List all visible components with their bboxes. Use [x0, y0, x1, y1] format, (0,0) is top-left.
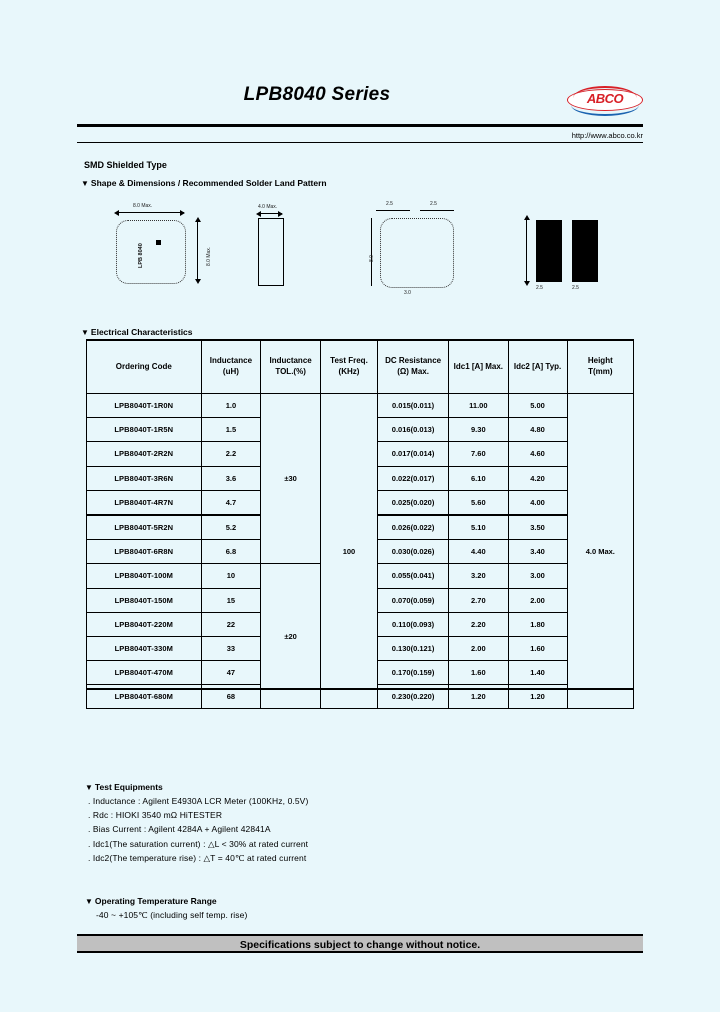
col-header-inductance-tol	[261, 341, 321, 394]
col-header-text: Idc1 [A] Max.	[453, 361, 503, 371]
table-body	[87, 394, 634, 709]
triangle-bullet-icon: ▼	[81, 179, 89, 188]
solder-pad-left	[536, 220, 562, 282]
arrow-up-icon	[195, 217, 201, 222]
cell-tolerance-group-2: ±20	[261, 564, 321, 709]
cell-idc1: 4.40	[449, 540, 508, 564]
table-bottom-border	[86, 688, 634, 690]
arrow-right-icon	[180, 210, 185, 216]
col-header-ordering-code	[87, 341, 202, 394]
section-electrical-text: Electrical Characteristics	[90, 327, 193, 337]
cell-idc2: 4.80	[508, 418, 567, 442]
smd-type-label: SMD Shielded Type	[84, 160, 167, 170]
cell-dc-resistance: 0.015(0.011)	[378, 394, 449, 418]
section-shape-text: Shape & Dimensions / Recommended Solder Land Pattern	[90, 178, 327, 188]
cell-idc2: 1.60	[508, 636, 567, 660]
arrow-up-icon	[524, 215, 530, 220]
drawing-side-view	[252, 196, 322, 308]
col-header-text: Idc2 [A] Typ.	[513, 361, 562, 371]
table-row	[87, 394, 634, 418]
cell-idc1: 9.30	[449, 418, 508, 442]
side-view-body-outline	[258, 218, 284, 286]
part-marking-label: LPB 8040	[138, 243, 144, 268]
top-view-width-label: 8.0 Max.	[133, 203, 153, 209]
cell-inductance: 33	[201, 636, 261, 660]
test-equipment-item: . Rdc : HIOKI 3540 mΩ HiTESTER	[88, 810, 223, 821]
cell-ordering-code: LPB8040T-4R7N	[87, 490, 202, 515]
cell-idc2: 3.40	[508, 540, 567, 564]
arrow-down-icon	[195, 279, 201, 284]
bottom-pad-dimline-1	[376, 210, 410, 211]
col-header-inductance	[201, 341, 261, 394]
cell-ordering-code: LPB8040T-680M	[87, 685, 202, 709]
cell-dc-resistance: 0.230(0.220)	[378, 685, 449, 709]
component-outline	[116, 220, 186, 284]
col-header-subtext: (KHz)	[338, 367, 360, 376]
cell-idc1: 5.10	[449, 515, 508, 540]
test-equipment-item: . Bias Current : Agilent 4284A + Agilent 42841A	[88, 824, 271, 835]
cell-idc1: 11.00	[449, 394, 508, 418]
test-equipments-list	[88, 794, 308, 865]
bottom-pitch-label: 3.0	[404, 290, 411, 296]
top-view-height-label: 8.0 Max.	[206, 246, 212, 266]
col-header-test-freq	[320, 341, 377, 394]
cell-dc-resistance: 0.130(0.121)	[378, 636, 449, 660]
col-header-dc-resistance	[378, 341, 449, 394]
cell-inductance: 3.6	[201, 466, 261, 490]
footer-notice: Specifications subject to change without notice.	[239, 939, 481, 951]
cell-idc1: 1.60	[449, 661, 508, 685]
cell-inductance: 6.8	[201, 540, 261, 564]
cell-idc1: 2.70	[449, 588, 508, 612]
cell-dc-resistance: 0.026(0.022)	[378, 515, 449, 540]
col-header-subtext: (Ω) Max.	[397, 367, 429, 376]
triangle-bullet-icon: ▼	[81, 328, 89, 337]
bottom-height-label: 8.0	[369, 255, 375, 262]
cell-idc1: 6.10	[449, 466, 508, 490]
footer-bar	[77, 934, 643, 953]
cell-inductance: 2.2	[201, 442, 261, 466]
side-view-thickness-label: 4.0 Max.	[258, 204, 278, 210]
cell-ordering-code: LPB8040T-5R2N	[87, 515, 202, 540]
col-header-idc2	[508, 341, 567, 394]
test-equipment-item: . Idc2(The temperature rise) : △T = 40℃ at rated current	[88, 852, 307, 863]
land-pad-gap-label: 2.5	[572, 285, 579, 291]
cell-idc2: 3.50	[508, 515, 567, 540]
cell-ordering-code: LPB8040T-1R0N	[87, 394, 202, 418]
page-title: LPB8040 Series	[243, 84, 391, 105]
cell-inductance: 15	[201, 588, 261, 612]
drawing-solder-land-pattern	[518, 196, 620, 308]
cell-ordering-code: LPB8040T-2R2N	[87, 442, 202, 466]
cell-idc2: 1.80	[508, 612, 567, 636]
cell-idc2: 1.20	[508, 685, 567, 709]
col-header-subtext: T(mm)	[588, 367, 613, 376]
polarity-marker-icon	[156, 240, 161, 245]
arrow-left-icon	[114, 210, 119, 216]
top-view-height-dimline	[197, 220, 198, 282]
cell-inductance: 47	[201, 661, 261, 685]
cell-inductance: 1.5	[201, 418, 261, 442]
col-header-height	[567, 341, 633, 394]
cell-inductance: 10	[201, 564, 261, 588]
cell-ordering-code: LPB8040T-6R8N	[87, 540, 202, 564]
cell-inductance: 5.2	[201, 515, 261, 540]
col-header-text: Test Freq.	[330, 356, 368, 366]
cell-dc-resistance: 0.022(0.017)	[378, 466, 449, 490]
cell-dc-resistance: 0.110(0.093)	[378, 612, 449, 636]
company-url[interactable]: http://www.abco.co.kr	[571, 131, 643, 140]
triangle-bullet-icon: ▼	[85, 783, 93, 792]
drawing-top-view	[100, 196, 210, 308]
bottom-pad-dimline-2	[420, 210, 454, 211]
cell-ordering-code: LPB8040T-100M	[87, 564, 202, 588]
section-heading-shape	[81, 178, 327, 188]
solder-pad-right	[572, 220, 598, 282]
cell-dc-resistance: 0.025(0.020)	[378, 490, 449, 515]
col-header-subtext: TOL.(%)	[275, 367, 306, 376]
page-header	[77, 78, 643, 140]
cell-idc2: 5.00	[508, 394, 567, 418]
cell-dc-resistance: 0.055(0.041)	[378, 564, 449, 588]
col-header-idc1	[449, 341, 508, 394]
col-header-text: Inductance	[269, 356, 312, 366]
cell-idc1: 7.60	[449, 442, 508, 466]
cell-dc-resistance: 0.017(0.014)	[378, 442, 449, 466]
cell-test-freq: 100	[320, 394, 377, 709]
dimension-drawings	[100, 196, 620, 314]
logo-wordmark: ABCO	[586, 91, 624, 106]
triangle-bullet-icon: ▼	[85, 897, 93, 906]
col-header-subtext: (uH)	[222, 367, 239, 376]
cell-dc-resistance: 0.016(0.013)	[378, 418, 449, 442]
section-heading-electrical	[81, 327, 193, 337]
table-header-row	[87, 341, 634, 394]
cell-idc2: 4.60	[508, 442, 567, 466]
col-header-text: Height	[587, 356, 613, 366]
cell-idc1: 5.60	[449, 490, 508, 515]
cell-idc2: 4.20	[508, 466, 567, 490]
test-equipment-item: . Idc1(The saturation current) : △L < 30% at rated current	[88, 838, 309, 849]
cell-ordering-code: LPB8040T-150M	[87, 588, 202, 612]
drawing-bottom-view	[368, 196, 498, 308]
cell-ordering-code: LPB8040T-220M	[87, 612, 202, 636]
col-header-text: Inductance	[209, 356, 253, 366]
col-header-text: DC Resistance	[385, 356, 442, 366]
section-test-text: Test Equipments	[94, 782, 163, 792]
header-rule-thin	[77, 142, 643, 143]
cell-idc2: 4.00	[508, 490, 567, 515]
arrow-right-icon	[278, 211, 283, 217]
cell-inductance: 22	[201, 612, 261, 636]
cell-height: 4.0 Max.	[567, 394, 633, 709]
cell-idc2: 2.00	[508, 588, 567, 612]
bottom-pad-label-1: 2.5	[386, 201, 393, 207]
cell-idc1: 2.00	[449, 636, 508, 660]
arrow-left-icon	[256, 211, 261, 217]
cell-ordering-code: LPB8040T-1R5N	[87, 418, 202, 442]
cell-idc1: 3.20	[449, 564, 508, 588]
cell-idc2: 3.00	[508, 564, 567, 588]
cell-idc2: 1.40	[508, 661, 567, 685]
cell-inductance: 4.7	[201, 490, 261, 515]
cell-tolerance-group-1: ±30	[261, 394, 321, 564]
section-heading-operating-temperature	[85, 896, 217, 906]
logo-swoosh-bottom	[571, 105, 639, 116]
header-rule-thick	[77, 124, 643, 127]
electrical-characteristics-table	[86, 340, 634, 709]
arrow-down-icon	[524, 281, 530, 286]
company-logo	[567, 86, 643, 116]
bottom-pad-label-2: 2.5	[430, 201, 437, 207]
col-header-text: Ordering Code	[115, 361, 172, 371]
cell-idc1: 1.20	[449, 685, 508, 709]
bottom-outline	[380, 218, 454, 288]
cell-ordering-code: LPB8040T-3R6N	[87, 466, 202, 490]
cell-ordering-code: LPB8040T-330M	[87, 636, 202, 660]
section-heading-test-equipments	[85, 782, 163, 792]
cell-idc1: 2.20	[449, 612, 508, 636]
cell-dc-resistance: 0.070(0.059)	[378, 588, 449, 612]
cell-inductance: 68	[201, 685, 261, 709]
operating-temperature-item: -40 ~ +105℃ (including self temp. rise)	[96, 910, 248, 920]
top-view-width-dimline	[116, 212, 184, 213]
cell-dc-resistance: 0.030(0.026)	[378, 540, 449, 564]
land-pad-width-label: 2.5	[536, 285, 543, 291]
test-equipment-item: . Inductance : Agilent E4930A LCR Meter (100KHz, 0.5V)	[88, 796, 309, 806]
bottom-height-dimline	[371, 218, 372, 286]
cell-dc-resistance: 0.170(0.159)	[378, 661, 449, 685]
land-height-dimline	[526, 218, 527, 284]
section-temp-text: Operating Temperature Range	[94, 896, 217, 906]
cell-ordering-code: LPB8040T-470M	[87, 661, 202, 685]
cell-inductance: 1.0	[201, 394, 261, 418]
operating-temperature-list	[96, 908, 247, 922]
